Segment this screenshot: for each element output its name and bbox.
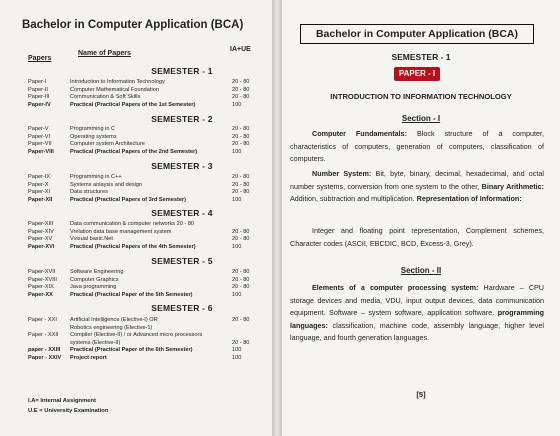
section-heading-2: Section - II <box>400 266 442 275</box>
paper-name: Data structures <box>70 189 108 196</box>
paper-code: Paper-V <box>28 126 49 132</box>
paper-name: Operating systems <box>70 133 117 140</box>
paper-name: Practical (Practical Papers of the 4th Semester) <box>70 243 196 250</box>
paper-code: Paper-XVII <box>28 269 56 275</box>
paper-code: Paper - XXII <box>28 332 59 339</box>
paper-name: Practical (Practical Papers of 3rd Semester) <box>70 196 186 203</box>
paper-marks: 100 <box>232 347 242 354</box>
paper-name: Project report <box>70 355 107 361</box>
column-header-marks: IA+UE <box>230 46 251 53</box>
paper-code: Paper-VI <box>28 133 51 140</box>
paper-name: Programming in C <box>70 126 116 132</box>
paragraph-text: Block structure of a computer, characteristics of computers, generation of computers, classification of computers. <box>290 129 544 164</box>
paper-name: Vrelation data base management system <box>70 228 172 235</box>
paper-code: paper - XXIII <box>28 347 61 354</box>
paper-marks: 20 - 80 <box>232 126 250 132</box>
paragraph-processing-system <box>290 282 544 345</box>
paper-marks: 100 <box>232 355 242 361</box>
paragraph-label: Representation of Information: <box>416 194 522 204</box>
paper-code: Paper-XIII <box>28 221 54 227</box>
paper-code: Paper-II <box>28 86 48 93</box>
paper-marks: 100 <box>232 196 242 203</box>
paper-code: Paper-XV <box>28 236 53 243</box>
page-title: Bachelor in Computer Application (BCA) <box>22 19 244 31</box>
paper-name: Software Engineering <box>70 269 124 275</box>
semester-heading: SEMESTER - 1 <box>391 52 451 62</box>
paper-name: Artificial Intelligence (Elective-I) OR <box>70 317 158 323</box>
paper-marks: 20 - 80 <box>232 228 250 235</box>
paper-marks: 20 - 80 <box>232 94 250 101</box>
paper-name: Practical (Practical Paper of the 6th Semester) <box>70 347 193 354</box>
paper-row <box>0 354 272 362</box>
paragraph-text: Bit, byte, binary, decimal, hexadecimal, and octal number systems, conversion from one system to the other, <box>290 169 544 191</box>
paper-code: Paper-XVIII <box>28 276 57 283</box>
paper-name: Data communication & computer networks 20 - 80 <box>70 221 195 227</box>
paper-name: Computer Graphics <box>70 276 119 283</box>
paragraph-text: Addition, subtraction and multiplication. <box>290 194 415 204</box>
paper-marks: 20 - 80 <box>232 339 250 346</box>
paragraph-label: programming languages: <box>290 308 545 330</box>
paper-marks: 20 - 80 <box>232 79 250 85</box>
paper-name: Robotics engineering (Elective-1) <box>70 324 153 331</box>
paper-marks: 20 - 80 <box>232 86 250 93</box>
paper-marks: 20 - 80 <box>232 276 250 283</box>
paper-name: Systems anlaysis and design <box>70 181 143 188</box>
course-title: INTRODUCTION TO INFORMATION TECHNOLOGY <box>330 92 512 101</box>
paper-name: Computer Mathematical Foundation <box>70 86 159 93</box>
column-header-names: Name of Papers <box>78 50 131 57</box>
left-page <box>0 0 272 436</box>
semester-heading: SEMESTER - 4 <box>151 208 213 218</box>
paper-marks: 20 - 80 <box>232 141 250 148</box>
paper-name: Compiler (Elective-II) / or Advanced micro processors <box>70 332 203 339</box>
paper-marks: 20 - 80 <box>232 317 250 323</box>
paper-code: Paper-XX <box>28 291 53 298</box>
paper-name: Computer system Architecture <box>70 141 145 148</box>
paper-code: Paper-XI <box>28 189 51 196</box>
paper-name: Introduction to Information Technology <box>70 79 165 85</box>
paper-code: Paper-XII <box>28 196 53 203</box>
paper-marks: 20 - 80 <box>232 269 250 275</box>
paper-code: Paper-XIX <box>28 284 54 291</box>
paper-name: Java programming <box>70 284 117 291</box>
semester-heading: SEMESTER - 2 <box>151 114 213 124</box>
paragraph-computer-fundamentals <box>290 128 544 166</box>
paper-badge: PAPER - I <box>394 67 440 81</box>
book-gutter <box>272 0 282 436</box>
paper-name: Vvisual basic.Net <box>70 236 113 243</box>
paper-marks: 20 - 80 <box>232 236 250 243</box>
paper-name: Practical (Practical Paper of the 5th Semester) <box>70 291 193 298</box>
paragraph-text: Hardware – CPU storage devices and media, VDU, input output devices, data communication equipment. Software – system software, application software. <box>290 283 545 318</box>
paper-code: Paper-VIII <box>28 148 54 155</box>
semester-heading: SEMESTER - 5 <box>151 256 213 266</box>
boxed-title: Bachelor in Computer Application (BCA) <box>300 24 534 44</box>
paper-marks: 100 <box>232 148 242 155</box>
legend-ia: I.A= Internal Assignment <box>28 398 96 404</box>
paper-marks: 20 - 80 <box>232 133 250 140</box>
paper-row <box>0 101 272 109</box>
paragraph-label: Elements of a computer processing system: <box>312 283 479 292</box>
paragraph-label: Number System: <box>312 169 372 178</box>
paper-code: Paper-IV <box>28 101 51 108</box>
paragraph-text: Integer and floating point representation, Complement schemes, Character codes (ASCII, EBCDIC, BCD, Excess-3, Grey). <box>290 226 544 248</box>
semester-heading: SEMESTER - 6 <box>151 303 213 313</box>
paper-code: Paper-X <box>28 181 49 188</box>
paper-marks: 100 <box>232 101 242 108</box>
paper-name: Communication & Soft Skills <box>70 94 141 101</box>
semester-heading: SEMESTER - 3 <box>151 161 213 171</box>
paper-code: Paper-III <box>28 94 50 101</box>
paper-row <box>0 196 272 204</box>
paper-name: Practical (Practical Papers of the 2nd Semester) <box>70 148 198 155</box>
paper-marks: 100 <box>232 243 242 250</box>
paper-code: Paper-XIV <box>28 228 54 235</box>
paper-code: Paper - XXI <box>28 317 57 323</box>
paragraph-text: classification, machine code, assembly language, higher level language, and fourth generation languages. <box>290 320 544 343</box>
paper-marks: 20 - 80 <box>232 174 250 180</box>
paragraph-representation <box>290 225 544 250</box>
paper-marks: 100 <box>232 291 242 298</box>
legend-ue: U.E = University Examination <box>28 408 109 414</box>
paper-code: Paper - XXIV <box>28 355 62 361</box>
paper-code: Paper-VII <box>28 141 52 148</box>
section-heading-1: Section - I <box>401 114 441 123</box>
paragraph-number-system <box>290 168 544 206</box>
paper-name: Programming in C++ <box>70 174 122 180</box>
paper-marks: 20 - 80 <box>232 189 250 196</box>
page-number: [5] <box>416 390 426 399</box>
paper-code: Paper-XVI <box>28 243 55 250</box>
paper-name: systems (Elective-II) <box>70 339 121 346</box>
semester-heading: SEMESTER - 1 <box>151 66 213 76</box>
paper-row <box>0 148 272 156</box>
paragraph-label: Binary Arithmetic: <box>481 181 545 191</box>
paper-code: Paper-IX <box>28 174 51 180</box>
paper-code: Paper-I <box>28 79 47 85</box>
paragraph-label: Computer Fundamentals: <box>312 129 408 138</box>
paper-name: Practical (Practical Papers of the 1st Semester) <box>70 101 196 108</box>
column-header-papers: Papers <box>28 55 52 62</box>
paper-marks: 20 - 80 <box>232 181 250 188</box>
right-page <box>282 0 560 436</box>
paper-row <box>0 291 272 299</box>
paper-marks: 20 - 80 <box>232 284 250 291</box>
paper-row <box>0 243 272 251</box>
